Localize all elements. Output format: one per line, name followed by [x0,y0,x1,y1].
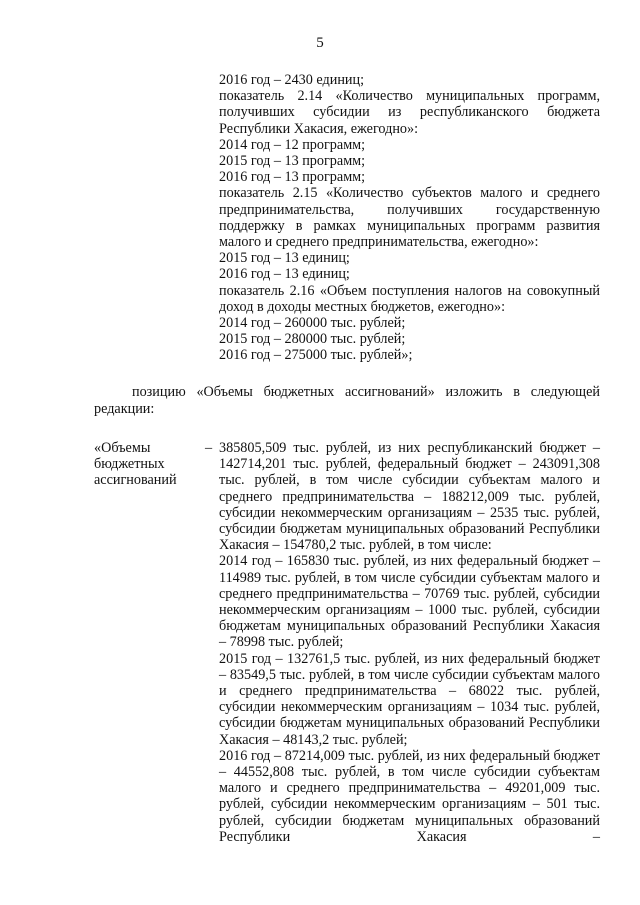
page-number: 5 [316,35,324,51]
indicator-value-line: 2015 год – 280000 тыс. рублей; [219,331,406,348]
indicators-block [219,72,600,364]
budget-label [94,440,204,489]
indicator-value-line: 2014 год – 260000 тыс. рублей; [219,315,406,332]
indicator-2-16: показатель 2.16 «Объем поступления налогов на совокупный доход в доходы местных бюджетов, ежегодно»: [219,282,600,315]
indicator-value-line: 2014 год – 12 программ; [219,136,366,153]
indicator-value-line: 2016 год – 275000 тыс. рублей»; [219,347,413,364]
amendment-instruction: позицию «Объемы бюджетных ассигнований» изложить в следующей редакции: [94,384,600,417]
budget-year-2015: 2015 год – 132761,5 тыс. рублей, из них федеральный бюджет – 83549,5 тыс. рублей, в том числе субсидии субъектам малого и среднего предпринимательства – 68022 тыс. рублей, субсидии некоммерческим организациям – 1034 тыс. рублей, субсидии бюджетам муниципальных образований Республики Хакасия – 48143,2 тыс. рублей; [219,650,600,748]
budget-total: 385805,509 тыс. рублей, из них республиканский бюджет – 142714,201 тыс. рублей, федеральный бюджет – 243091,308 тыс. рублей, в том числе субсидии субъектам малого и среднего предпринимательства – 188212,009 тыс. рублей, субсидии некоммерческим организациям – 2535 тыс. рублей, субсидии бюджетам муниципальных образований Республики Хакасия – 154780,2 тыс. рублей, в том числе: [219,440,600,554]
indicator-2-14: показатель 2.14 «Количество муниципальных программ, получивших субсидии из республиканского бюджета Республики Хакасия, ежегодно»: [219,88,600,137]
budget-year-2016: 2016 год – 87214,009 тыс. рублей, из них федеральный бюджет – 44552,808 тыс. рублей, в том числе субсидии субъектам малого и среднего предпринимательства – 49201,009 тыс. рублей, субсидии некоммерческим организациям – 501 тыс. рублей, субсидии бюджетам муниципальных образований Республики Хакасия – [219,747,600,845]
budget-label-line: «Объемы [94,440,151,456]
indicator-value-line: 2015 год – 13 программ; [219,153,366,170]
budget-label-line: бюджетных [94,456,165,473]
budget-dash: – [205,440,213,456]
budget-label-line: ассигнований [94,472,177,489]
indicator-value-line: 2016 год – 13 программ; [219,169,366,186]
budget-year-2014: 2014 год – 165830 тыс. рублей, из них федеральный бюджет – 114989 тыс. рублей, в том числе субсидии субъектам малого и среднего предпринимательства – 70769 тыс. рублей, субсидии некоммерческим организациям – 1000 тыс. рублей, субсидии бюджетам муниципальных образований Республики Хакасия – 78998 тыс. рублей; [219,553,600,651]
indicator-value-line: 2015 год – 13 единиц; [219,250,350,267]
indicator-2-15: показатель 2.15 «Количество субъектов малого и среднего предпринимательства, получивших государственную поддержку в рамках муниципальных программ развития малого и среднего предпринимательства, ежегодно»: [219,185,600,251]
indicator-value-line: 2016 год – 13 единиц; [219,266,350,283]
budget-details [219,440,600,845]
indicator-value-line: 2016 год – 2430 единиц; [219,72,365,88]
